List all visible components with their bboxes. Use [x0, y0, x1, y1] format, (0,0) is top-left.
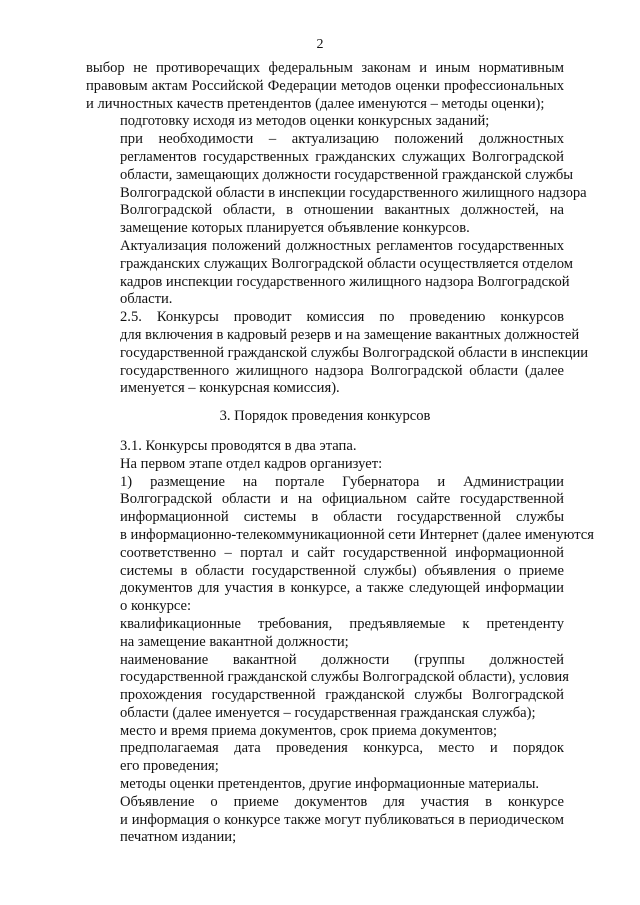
- text-line: о конкурсе:: [120, 598, 192, 615]
- text-line: Объявление о приеме документов для участия в конкурсе: [120, 793, 564, 810]
- page-number: 2: [316, 37, 324, 52]
- text-line: На первом этапе отдел кадров организует:: [120, 455, 383, 472]
- text-line: информационной системы в области государственной службы: [120, 509, 564, 526]
- text-line: квалификационные требования, предъявляемые к претенденту: [120, 615, 564, 632]
- paragraph: [86, 309, 589, 398]
- document-body: [86, 60, 594, 847]
- paragraph: [86, 473, 594, 616]
- text-line: 1) размещение на портале Губернатора и Администрации: [120, 473, 564, 490]
- text-line: именуется – конкурсная комиссия).: [120, 380, 340, 397]
- text-line: место и время приема документов, срок приема документов;: [120, 722, 498, 739]
- text-line: системы в области государственной службы) объявления о приеме: [120, 562, 564, 579]
- text-line: 2.5. Конкурсы проводит комиссия по проведению конкурсов: [120, 309, 564, 326]
- paragraph: [86, 438, 564, 456]
- text-line: методы оценки претендентов, другие информационные материалы.: [120, 776, 540, 793]
- text-line: государственной гражданской службы Волгоградской области), условия: [120, 669, 569, 686]
- text-line: прохождения государственной гражданской службы Волгоградской: [120, 687, 564, 704]
- paragraph: [86, 131, 587, 238]
- paragraph: [86, 456, 564, 474]
- text-line: области, замещающих должности государственной гражданской службы: [120, 166, 574, 183]
- paragraph: [86, 776, 564, 794]
- text-line: гражданских служащих Волгоградской области осуществляется отделом: [120, 255, 574, 272]
- text-line: области (далее именуется – государственная гражданская служба);: [120, 704, 536, 721]
- text-line: при необходимости – актуализацию положений должностных: [120, 131, 564, 148]
- text-line: государственной гражданской службы Волгоградской области в инспекции: [120, 344, 589, 361]
- text-line: печатном издании;: [120, 829, 237, 846]
- text-line: и личностных качеств претендентов (далее именуются – методы оценки);: [86, 95, 545, 112]
- paragraph: [86, 237, 574, 309]
- text-line: 3.1. Конкурсы проводятся в два этапа.: [120, 437, 357, 454]
- text-line: правовым актам Российской Федерации методов оценки профессиональных: [86, 77, 564, 94]
- text-line: Волгоградской области, в отношении вакантных должностей, на: [120, 202, 564, 219]
- section-heading: 3. Порядок проведения конкурсов: [219, 408, 431, 425]
- text-line: области.: [120, 291, 173, 308]
- text-line: предполагаемая дата проведения конкурса, место и порядок: [120, 740, 564, 757]
- text-line: наименование вакантной должности (группы должностей: [120, 651, 564, 668]
- text-line: и информация о конкурсе также могут публиковаться в периодическом: [120, 811, 564, 828]
- text-line: его проведения;: [120, 758, 219, 775]
- text-line: Волгоградской области в инспекции государственного жилищного надзора: [120, 184, 587, 201]
- section-3-content: [86, 437, 594, 847]
- text-line: Актуализация положений должностных регламентов государственных: [120, 237, 564, 254]
- text-line: для включения в кадровый резерв и на замещение вакантных должностей: [120, 326, 580, 343]
- paragraph: [86, 723, 564, 741]
- paragraph: [86, 740, 564, 776]
- paragraph: [86, 60, 564, 113]
- section-2-continuation: [86, 60, 589, 398]
- text-line: соответственно – портал и сайт государственной информационной: [120, 544, 564, 561]
- text-line: Волгоградской области и на официальном сайте государственной: [120, 491, 564, 508]
- text-line: регламентов государственных гражданских служащих Волгоградской: [120, 148, 564, 165]
- text-line: выбор не противоречащих федеральным законам и иным нормативным: [86, 60, 564, 76]
- paragraph: [86, 113, 564, 131]
- text-line: документов для участия в конкурсе, а также следующей информации: [120, 580, 564, 597]
- paragraph: [86, 651, 569, 723]
- text-line: в информационно-телекоммуникационной сети Интернет (далее именуются: [120, 526, 594, 543]
- paragraph: [86, 616, 564, 652]
- text-line: на замещение вакантной должности;: [120, 633, 349, 650]
- paragraph: [86, 794, 564, 847]
- text-line: замещение которых планируется объявление конкурсов.: [120, 220, 470, 237]
- text-line: государственного жилищного надзора Волгоградской области (далее: [120, 362, 564, 379]
- text-line: кадров инспекции государственного жилищного надзора Волгоградской: [120, 273, 570, 290]
- text-line: подготовку исходя из методов оценки конкурсных заданий;: [120, 113, 490, 130]
